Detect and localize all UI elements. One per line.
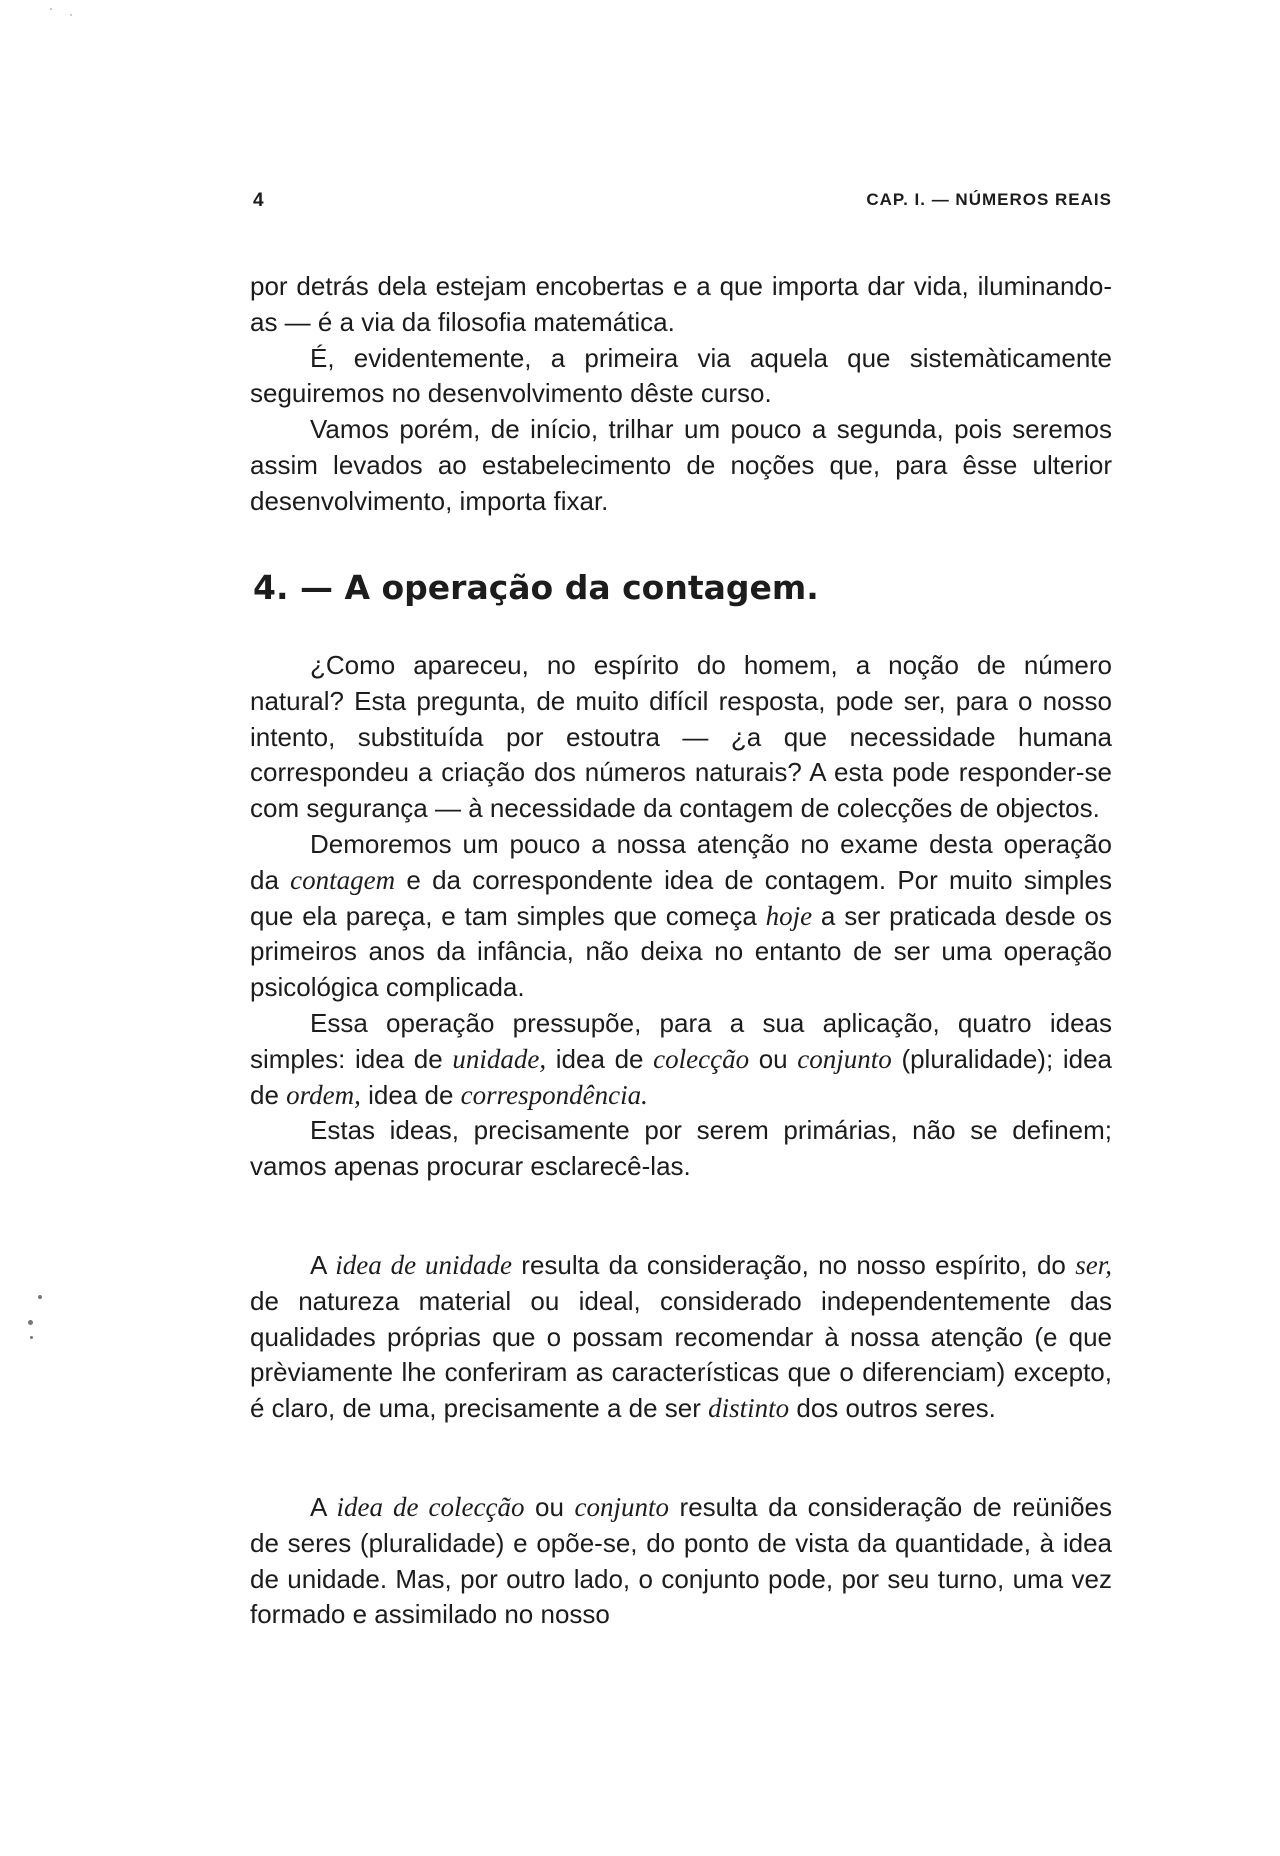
paragraph: É, evidentemente, a primeira via aquela que sistemàticamente seguiremos no desenvolvimento dêste curso. (250, 342, 1112, 409)
chapter-title: CAP. I. — NÚMEROS REAIS (866, 190, 1112, 209)
section-body-2 (250, 1248, 1112, 1427)
emphasis: unidade, (452, 1043, 547, 1074)
scan-speck (28, 1320, 33, 1325)
section-heading: 4. — A operação da contagem. (253, 568, 819, 607)
paragraph: Essa operação pressupõe, para a sua aplicação, quatro ideas simples: idea de unidade, idea de colecção ou conjunto (pluralidade); idea de ordem, idea de correspondência. (250, 1007, 1112, 1110)
scan-speck (70, 14, 72, 16)
paragraph: A idea de unidade resulta da consideração, no nosso espírito, do ser, de natureza material ou ideal, considerado independentemente das qualidades próprias que o possam recomendar à nossa atenção (e que prèviamente lhe conferiram as características que o diferenciam) excepto, é claro, de uma, precisamente a de ser distinto dos outros seres. (250, 1250, 1112, 1424)
page-number: 4 (253, 190, 264, 211)
scan-speck (50, 8, 52, 10)
intro-text (250, 269, 1112, 520)
emphasis: hoje (765, 900, 813, 931)
section-body-1 (250, 648, 1112, 1185)
emphasis: contagem (290, 864, 396, 895)
emphasis: colecção (653, 1043, 750, 1074)
paragraph: Estas ideas, precisamente por serem primárias, não se definem; vamos apenas procurar esclarecê-las. (250, 1115, 1112, 1182)
paragraph: ¿Como apareceu, no espírito do homem, a noção de número natural? Esta pregunta, de muito difícil resposta, pode ser, para o nosso intento, substituída por estoutra — ¿a que necessidade humana correspondeu a criação dos números naturais? A esta pode responder-se com segurança — à necessidade da contagem de colecções de objectos. (250, 650, 1112, 824)
emphasis: conjunto (574, 1492, 670, 1522)
running-header (250, 190, 1112, 216)
paragraph: Vamos porém, de início, trilhar um pouco a segunda, pois seremos assim levados ao estabelecimento de noções que, para êsse ulterior desenvolvimento, importa fixar. (250, 414, 1112, 516)
emphasis: idea de unidade (335, 1250, 512, 1280)
paragraph: por detrás dela estejam encobertas e a que importa dar vida, iluminando-as — é a via da filosofia matemática. (250, 271, 1112, 337)
paragraph: A idea de colecção ou conjunto resulta da consideração de reüniões de seres (pluralidade) e opõe-se, do ponto de vista da quantidade, à idea de unidade. Mas, por outro lado, o conjunto pode, por seu turno, uma vez formado e assimilado no nosso (250, 1492, 1112, 1630)
emphasis: conjunto (797, 1043, 892, 1074)
scan-speck (30, 1336, 33, 1339)
emphasis: distinto (708, 1393, 790, 1424)
emphasis: idea de colecção (336, 1492, 525, 1522)
emphasis: ordem, (286, 1079, 361, 1110)
scan-speck (38, 1295, 42, 1299)
paragraph: Demoremos um pouco a nossa atenção no exame desta operação da contagem e da correspondente idea de contagem. Por muito simples que ela pareça, e tam simples que começa hoje a ser praticada desde os primeiros anos da infância, não deixa no entanto de ser uma operação psicológica complicada. (250, 828, 1112, 1003)
emphasis: ser, (1075, 1250, 1112, 1280)
emphasis: correspondência. (460, 1079, 648, 1110)
section-body-3 (250, 1490, 1112, 1633)
